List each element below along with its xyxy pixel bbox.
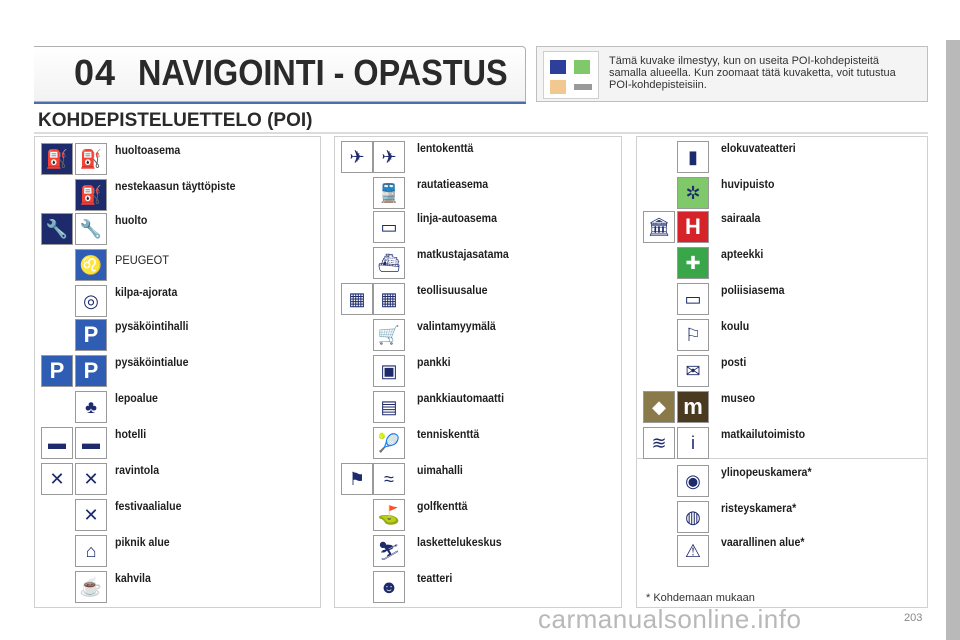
cinema-icon: ▮ [677, 141, 709, 173]
poi-row [335, 497, 621, 531]
poi-row [637, 281, 927, 315]
hotel-bed-icon: ▬ [75, 427, 107, 459]
poi-row [335, 569, 621, 603]
section-title: KOHDEPISTELUETTELO (POI) [38, 110, 313, 131]
coffee-cup-icon: ☕ [75, 571, 107, 603]
poi-row [35, 569, 320, 603]
poi-label: pankki [417, 357, 451, 369]
poi-label: vaarallinen alue* [721, 537, 805, 549]
poi-label: linja-autoasema [417, 213, 497, 225]
factory-icon: ▦ [341, 283, 373, 315]
poi-row [35, 533, 320, 567]
parking-icon: P [41, 355, 73, 387]
museum-icon: ◆ [643, 391, 675, 423]
page-number: 203 [904, 612, 923, 624]
poi-row [35, 283, 320, 317]
poi-label: rautatieasema [417, 179, 489, 191]
poi-row [335, 209, 621, 243]
poi-row [637, 463, 927, 497]
poi-row [35, 497, 320, 531]
footnote: * Kohdemaan mukaan [646, 592, 755, 604]
poi-row [35, 141, 320, 175]
poi-label: pysäköintialue [115, 357, 189, 369]
poi-row [335, 139, 621, 173]
school-icon: ⚐ [677, 319, 709, 351]
poi-label: uimahalli [417, 465, 463, 477]
hospital-building-icon: 🏛 [643, 211, 675, 243]
poi-column-2 [334, 136, 622, 608]
rest-area-icon: ♣ [75, 391, 107, 423]
header-underline [34, 102, 526, 104]
poi-label: apteekki [721, 249, 764, 261]
golf-icon: ⛳ [373, 499, 405, 531]
swimming-icon: ≈ [373, 463, 405, 495]
train-icon: 🚆 [373, 177, 405, 209]
poi-label: piknik alue [115, 537, 170, 549]
poi-label: pankkiautomaatti [417, 393, 505, 405]
poi-row [335, 281, 621, 315]
poi-column-1 [34, 136, 321, 608]
museum-m-icon: m [677, 391, 709, 423]
poi-label: huolto [115, 215, 148, 227]
poi-row [35, 461, 320, 495]
festival-icon: ✕ [75, 499, 107, 531]
poi-cluster-icon [543, 51, 599, 99]
poi-label: posti [721, 357, 747, 369]
poi-label: festivaalialue [115, 501, 182, 513]
poi-label: matkustajasatama [417, 249, 509, 261]
poi-row [35, 211, 320, 245]
poi-row [637, 245, 927, 279]
poi-row [637, 353, 927, 387]
ferry-icon: ⛴ [373, 247, 405, 279]
poi-label: PEUGEOT [115, 253, 169, 267]
poi-row [637, 499, 927, 533]
lpg-pump-icon: ⛽ [75, 179, 107, 211]
poi-row [637, 317, 927, 351]
poi-label: ylinopeuskamera* [721, 467, 812, 479]
poi-label: valintamyymälä [417, 321, 496, 333]
speed-camera-icon: ◉ [677, 465, 709, 497]
bank-icon: ▣ [373, 355, 405, 387]
restaurant-icon: ✕ [41, 463, 73, 495]
mail-envelope-icon: ✉ [677, 355, 709, 387]
poi-label: sairaala [721, 213, 761, 225]
tennis-icon: 🎾 [373, 427, 405, 459]
poi-row [335, 175, 621, 209]
parking-icon: P [75, 355, 107, 387]
poi-row [637, 533, 927, 567]
info-box [536, 46, 928, 102]
poi-label: lepoalue [115, 393, 158, 405]
pharmacy-cross-icon: ✚ [677, 247, 709, 279]
poi-row [335, 425, 621, 459]
poi-label: kahvila [115, 573, 151, 585]
poi-label: huvipuisto [721, 179, 775, 191]
poi-row [637, 425, 927, 459]
bus-icon: ▭ [373, 211, 405, 243]
poi-row [637, 209, 927, 243]
hospital-h-icon: H [677, 211, 709, 243]
picnic-icon: ⌂ [75, 535, 107, 567]
peugeot-lion-icon: ♌ [75, 249, 107, 281]
amusement-park-icon: ✲ [677, 177, 709, 209]
info-text: Tämä kuvake ilmestyy, kun on useita POI-kohdepisteitä samalla alueella. Kun zoomaat tätä kuvaketta, voit tutustua POI-kohdepisteisiin. [609, 55, 896, 91]
poi-column-3 [636, 136, 928, 608]
fuel-pump-icon: ⛽ [41, 143, 73, 175]
poi-label: golfkenttä [417, 501, 468, 513]
poi-row [637, 175, 927, 209]
poi-label: huoltoasema [115, 145, 181, 157]
poi-label: ravintola [115, 465, 160, 477]
poi-label: risteyskamera* [721, 503, 797, 515]
airport-small-icon: ✈ [341, 141, 373, 173]
poi-label: teollisuusalue [417, 285, 488, 297]
ski-icon: ⛷ [373, 535, 405, 567]
hotel-bed-icon: ▬ [41, 427, 73, 459]
poi-label: hotelli [115, 429, 147, 441]
poi-label: pysäköintihalli [115, 321, 189, 333]
theatre-icon: ☻ [373, 571, 405, 603]
poi-row [335, 317, 621, 351]
atm-icon: ▤ [373, 391, 405, 423]
poi-row [335, 389, 621, 423]
poi-label: nestekaasun täyttöpiste [115, 181, 236, 193]
poi-row [35, 177, 320, 211]
police-icon: ▭ [677, 283, 709, 315]
airplane-icon: ✈ [373, 141, 405, 173]
poi-label: kilpa-ajorata [115, 287, 178, 299]
poi-label: lentokenttä [417, 143, 474, 155]
poi-label: teatteri [417, 573, 453, 585]
poi-label: matkailutoimisto [721, 429, 806, 441]
traffic-light-camera-icon: ◍ [677, 501, 709, 533]
poi-row [35, 317, 320, 351]
factory-icon: ▦ [373, 283, 405, 315]
sport-small-icon: ⚑ [341, 463, 373, 495]
poi-label: museo [721, 393, 756, 405]
poi-row [35, 247, 320, 281]
section-line [34, 132, 928, 134]
poi-label: elokuvateatteri [721, 143, 796, 155]
wrench-icon: 🔧 [41, 213, 73, 245]
chapter-title: NAVIGOINTI - OPASTUS [138, 52, 508, 93]
poi-label: koulu [721, 321, 750, 333]
side-strip [946, 40, 960, 640]
poi-row [637, 389, 927, 423]
poi-row [335, 461, 621, 495]
poi-row [335, 353, 621, 387]
restaurant-icon: ✕ [75, 463, 107, 495]
info-i-icon: i [677, 427, 709, 459]
chapter-number: 04 [74, 52, 117, 93]
poi-row [35, 353, 320, 387]
poi-row [637, 139, 927, 173]
parking-garage-icon: P [75, 319, 107, 351]
poi-row [335, 245, 621, 279]
poi-row [35, 425, 320, 459]
race-track-icon: ◎ [75, 285, 107, 317]
poi-row [335, 533, 621, 567]
poi-label: laskettelukeskus [417, 537, 502, 549]
poi-row [35, 389, 320, 423]
danger-zone-icon: ⚠ [677, 535, 709, 567]
shopping-cart-icon: 🛒 [373, 319, 405, 351]
tourist-info-icon: ≋ [643, 427, 675, 459]
fuel-pump-icon: ⛽ [75, 143, 107, 175]
poi-label: tenniskenttä [417, 429, 480, 441]
poi-label: poliisiasema [721, 285, 785, 297]
watermark: carmanualsonline.info [538, 604, 802, 634]
wrench-icon: 🔧 [75, 213, 107, 245]
